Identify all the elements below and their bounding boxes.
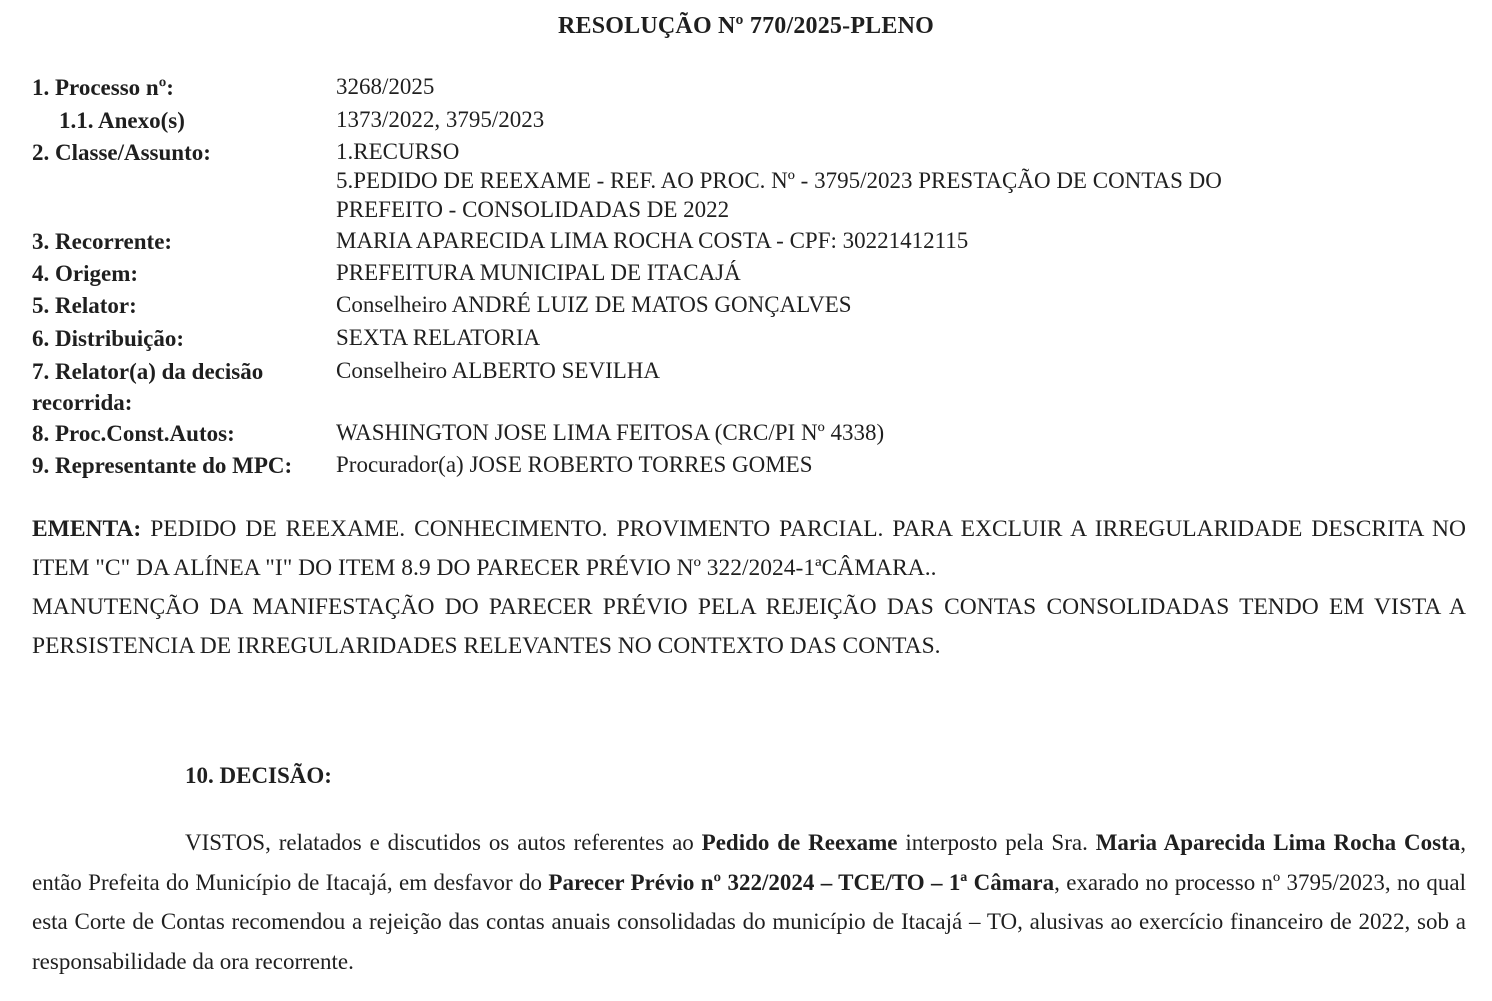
- field-label: 5. Relator:: [32, 293, 137, 318]
- classe-line-1: 1.RECURSO: [336, 139, 460, 164]
- decisao-text-4: , exarado no processo nº 3795/2023, no qual esta Corte de Contas recomendou a rejeição das contas anuais consolidadas do município de Itacajá – TO, alusivas ao exercício financeiro de 2022, sob a responsabilidade da ora recorrente.: [32, 869, 1466, 974]
- field-label: 6. Distribuição:: [32, 326, 185, 351]
- field-value: SEXTA RELATORIA: [336, 325, 541, 350]
- ementa-section: [32, 510, 1466, 666]
- ementa-paragraph-2: [32, 588, 1466, 666]
- decisao-text-3: , então Prefeita do Município de Itacajá, em desfavor do: [32, 830, 1466, 895]
- field-label: 4. Origem:: [32, 261, 139, 286]
- field-label: 1.1. Anexo(s): [59, 108, 185, 133]
- field-label: 8. Proc.Const.Autos:: [32, 421, 235, 446]
- field-label: 9. Representante do MPC:: [32, 453, 293, 478]
- decisao-bold-3: Parecer Prévio nº 322/2024 – TCE/TO – 1ª Câmara: [548, 869, 1055, 895]
- field-label: 7. Relator(a) da decisão recorrida:: [32, 359, 264, 415]
- field-value: Procurador(a) JOSE ROBERTO TORRES GOMES: [336, 452, 813, 477]
- ementa-text-2: MANUTENÇÃO DA MANIFESTAÇÃO DO PARECER PRÉVIO PELA REJEIÇÃO DAS CONTAS CONSOLIDADAS TENDO EM VISTA A PERSISTENCIA DE IRREGULARIDADES RELEVANTES NO CONTEXTO DAS CONTAS.: [32, 594, 1466, 659]
- decisao-bold-2: Maria Aparecida Lima Rocha Costa: [1095, 830, 1461, 855]
- decisao-title: 10. DECISÃO:: [185, 763, 332, 788]
- field-value: Conselheiro ANDRÉ LUIZ DE MATOS GONÇALVES: [336, 292, 852, 317]
- field-label: 3. Recorrente:: [32, 229, 173, 254]
- field-value: MARIA APARECIDA LIMA ROCHA COSTA - CPF: 30221412115: [336, 228, 969, 253]
- document-title: RESOLUÇÃO Nº 770/2025-PLENO: [557, 13, 935, 39]
- ementa-paragraph-1: [32, 510, 1466, 588]
- classe-line-3: PREFEITO - CONSOLIDADAS DE 2022: [336, 197, 730, 222]
- field-value: Conselheiro ALBERTO SEVILHA: [336, 358, 661, 383]
- field-value: [336, 137, 1396, 224]
- classe-line-2: 5.PEDIDO DE REEXAME - REF. AO PROC. Nº - 3795/2023 PRESTAÇÃO DE CONTAS DO: [336, 168, 1222, 193]
- decisao-paragraph: [32, 823, 1466, 981]
- decisao-text-2: interposto pela Sra.: [897, 830, 1096, 855]
- field-label: 1. Processo nº:: [32, 75, 174, 100]
- field-label: 2. Classe/Assunto:: [32, 140, 211, 165]
- field-value: 1373/2022, 3795/2023: [336, 107, 545, 132]
- field-value: PREFEITURA MUNICIPAL DE ITACAJÁ: [336, 260, 741, 285]
- field-value: 3268/2025: [336, 74, 435, 99]
- decisao-bold-1: Pedido de Reexame: [701, 830, 898, 855]
- field-value: WASHINGTON JOSE LIMA FEITOSA (CRC/PI Nº 4338): [336, 420, 885, 445]
- decisao-text-1: VISTOS, relatados e discutidos os autos referentes ao: [185, 830, 702, 855]
- ementa-text-1: PEDIDO DE REEXAME. CONHECIMENTO. PROVIMENTO PARCIAL. PARA EXCLUIR A IRREGULARIDADE DESCRITA NO ITEM "C" DA ALÍNEA "I" DO ITEM 8.9 DO PARECER PRÉVIO Nº 322/2024-1ªCÂMARA..: [32, 516, 1466, 581]
- ementa-label: EMENTA:: [32, 516, 142, 542]
